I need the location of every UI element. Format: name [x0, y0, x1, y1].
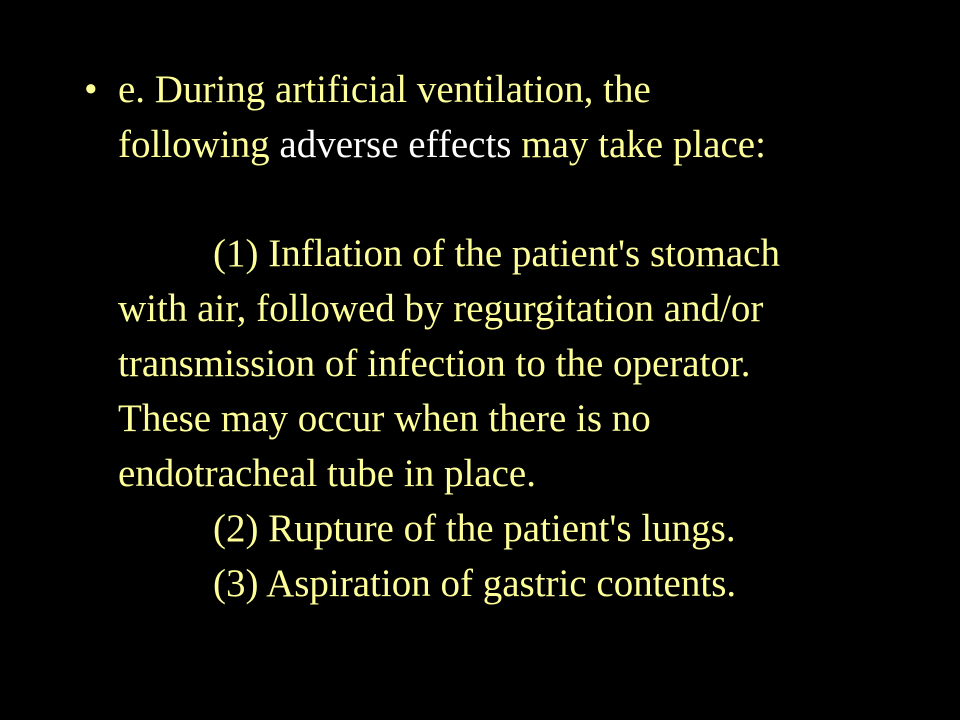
item-1-line-3: transmission of infection to the operator.	[118, 342, 751, 385]
item-3-line: (3) Aspiration of gastric contents.	[213, 562, 737, 605]
bullet-item	[84, 62, 918, 611]
heading-line-2	[118, 117, 918, 172]
spacer	[118, 172, 918, 226]
heading-line-2-end: may take place:	[511, 123, 766, 166]
heading-line-2-start: following	[118, 123, 280, 166]
item-1-line-4: These may occur when there is no	[118, 397, 651, 440]
item-1-line-2: with air, followed by regurgitation and/or	[118, 287, 764, 330]
bullet-icon: •	[84, 68, 98, 111]
heading-highlight: adverse effects	[279, 123, 512, 166]
item-1-line-5: endotracheal tube in place.	[118, 452, 536, 495]
heading-line-1: e. During artificial ventilation, the	[118, 68, 651, 111]
item-2-line: (2) Rupture of the patient's lungs.	[213, 507, 736, 550]
item-1-line-1: (1) Inflation of the patient's stomach	[213, 232, 780, 275]
